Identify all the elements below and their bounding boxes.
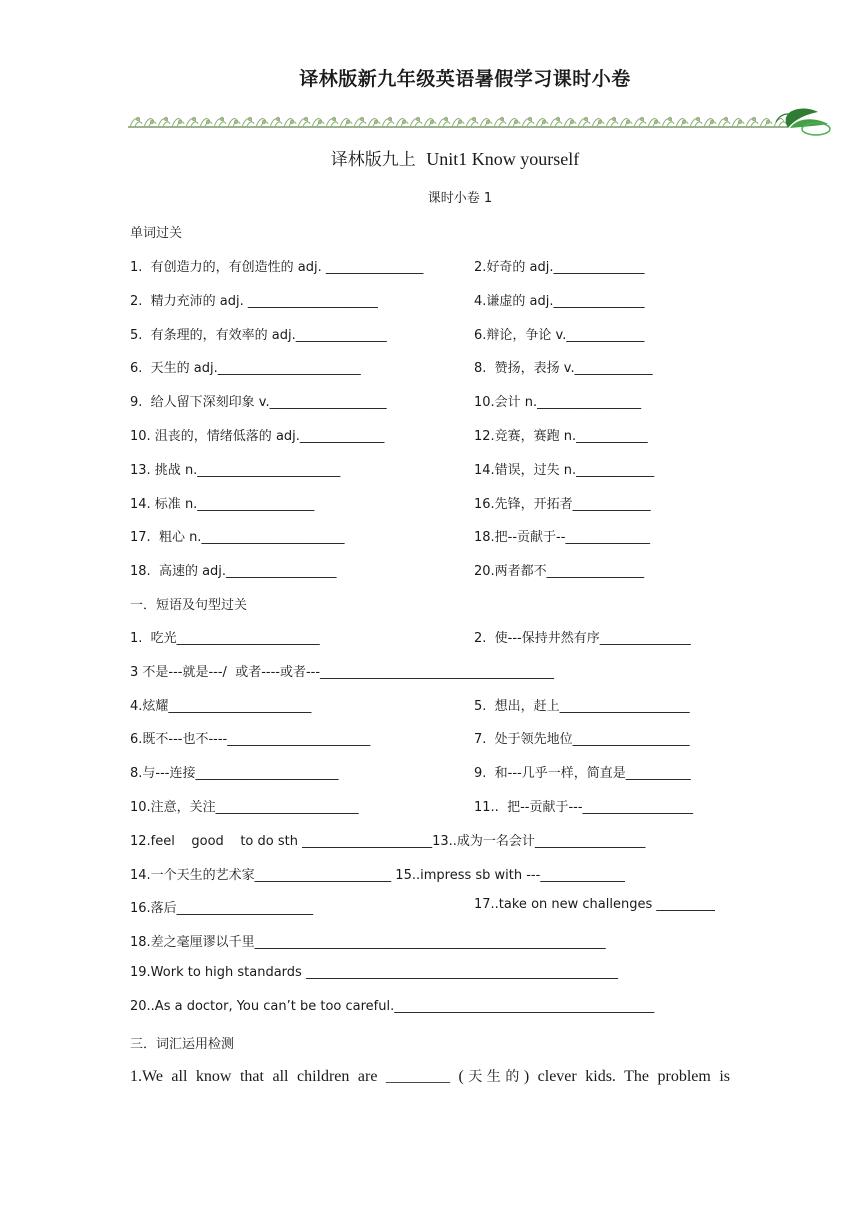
phrase-item: 8.与---连接______________________ — [130, 766, 339, 782]
vocab-item: 1. 有创造力的，有创造性的 adj. _______________ — [130, 260, 424, 275]
worksheet-subtitle: 课时小卷 1 — [427, 191, 493, 206]
usage-question-text-end: ) clever kids. The problem is — [523, 1068, 731, 1085]
vocab-item: 2.好奇的 adj.______________ — [474, 260, 645, 275]
vocab-item: 17. 粗心 n.______________________ — [130, 530, 345, 546]
vocab-item: 2. 精力充沛的 adj. ____________________ — [130, 293, 378, 309]
vocab-item: 16.先锋，开拓者____________ — [474, 496, 651, 512]
section-heading-usage: 三．词汇运用检测 — [130, 1037, 235, 1052]
vocab-item: 10.会计 n.________________ — [474, 395, 642, 411]
phrase-item: 1. 吃光______________________ — [130, 631, 320, 646]
unit-title — [0, 145, 860, 170]
phrase-item: 20..As a doctor, You can’t be too careful.________________________________________ — [130, 998, 655, 1014]
phrase-item: 19.Work to high standards ________________________________________________ — [130, 965, 618, 980]
phrase-item: 11.. 把--贡献于---_________________ — [474, 800, 694, 815]
vocab-item: 8. 赞扬，表扬 v.____________ — [474, 361, 653, 377]
vocab-item: 6.辩论，争论 v.____________ — [474, 327, 645, 343]
page-title: 译林版新九年级英语暑假学习课时小卷 — [299, 68, 631, 90]
phrase-item: 18.差之毫厘谬以千里______________________________________________________ — [130, 935, 606, 951]
phrase-item: 12.feel good to do sth ____________________13..成为一名会计_________________ — [130, 833, 646, 849]
vocab-item: 18. 高速的 adj._________________ — [130, 564, 337, 580]
phrase-item: 2. 使---保持井然有序______________ — [474, 631, 691, 646]
phrase-item: 5. 想出，赶上____________________ — [474, 698, 690, 714]
phrase-item: 16.落后_____________________ — [130, 901, 314, 917]
section-heading-vocab: 单词过关 — [130, 226, 183, 241]
vocab-item: 14.错误，过失 n.____________ — [474, 462, 655, 478]
phrase-item: 10.注意，关注______________________ — [130, 800, 359, 815]
section-heading-phrases: 一．短语及句型过关 — [130, 598, 248, 613]
phrase-item: 7. 处于领先地位__________________ — [474, 732, 690, 748]
unit-title-en: Unit1 Know yourself — [426, 149, 580, 169]
vocab-item: 4.谦虚的 adj.______________ — [474, 293, 645, 309]
vocab-item: 14. 标准 n.__________________ — [130, 496, 315, 512]
unit-title-cn: 译林版九上 — [330, 150, 416, 170]
vocab-item: 18.把--贡献于--_____________ — [474, 530, 650, 546]
phrase-item: 17..take on new challenges _________ — [474, 897, 715, 913]
phrase-item: 3 不是---就是---/ 或者----或者---____________________________________ — [130, 664, 555, 680]
vocab-item: 10. 沮丧的，情绪低落的 adj._____________ — [130, 429, 385, 444]
vocab-item: 6. 天生的 adj.______________________ — [130, 361, 361, 377]
vocab-item: 5. 有条理的，有效率的 adj.______________ — [130, 327, 387, 343]
vocab-item: 12.竞赛，赛跑 n.___________ — [474, 429, 648, 444]
vocab-item: 20.两者都不_______________ — [474, 564, 645, 580]
phrase-item: 6.既不---也不----______________________ — [130, 732, 371, 748]
phrase-item: 9. 和---几乎一样，简直是__________ — [474, 766, 691, 782]
phrase-item: 4.炫耀______________________ — [130, 698, 312, 714]
usage-question-1 — [130, 1066, 730, 1086]
usage-question-hint: 天生的 — [463, 1069, 524, 1085]
usage-question-text-start: 1.We all know that all children are ________ ( — [130, 1068, 464, 1085]
phrase-item: 14.一个天生的艺术家_____________________ 15..impress sb with ---_____________ — [130, 867, 625, 883]
vine-banner-decoration — [128, 100, 833, 136]
vocab-item: 13. 挑战 n.______________________ — [130, 462, 341, 478]
vocab-item: 9. 给人留下深刻印象 v.__________________ — [130, 395, 387, 411]
